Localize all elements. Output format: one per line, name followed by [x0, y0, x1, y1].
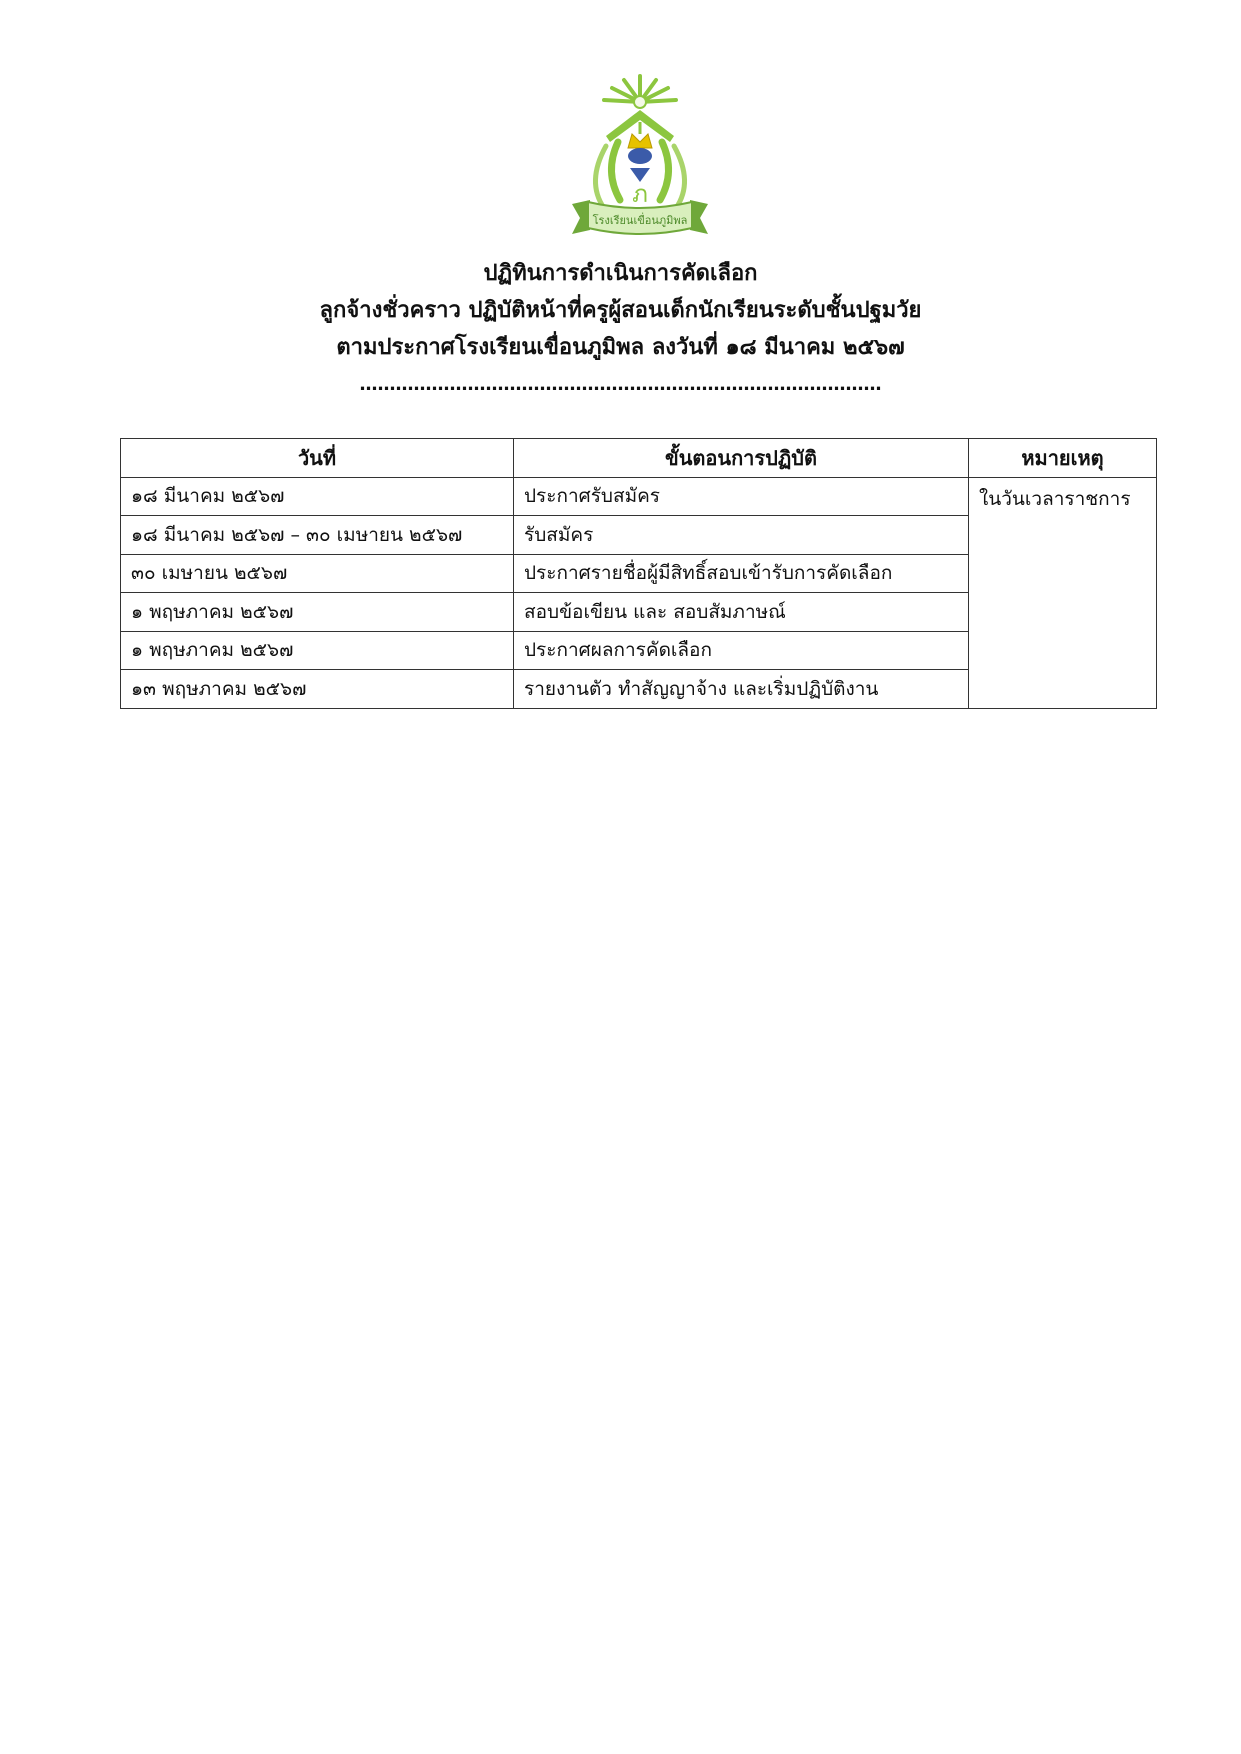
row-note: ในวันเวลาราชการ	[969, 477, 1157, 708]
logo-letter: ภ	[632, 180, 648, 208]
row-date: ๑๘ มีนาคม ๒๕๖๗	[121, 477, 514, 516]
header-date: วันที่	[121, 439, 514, 478]
row-step: ประกาศผลการคัดเลือก	[514, 631, 969, 670]
table-header-row	[121, 439, 1157, 478]
row-step: ประกาศรายชื่อผู้มีสิทธิ์สอบเข้ารับการคัดเลือก	[514, 554, 969, 593]
header-step: ขั้นตอนการปฏิบัติ	[514, 439, 969, 478]
row-date: ๓๐ เมษายน ๒๕๖๗	[121, 554, 514, 593]
header-note: หมายเหตุ	[969, 439, 1157, 478]
school-logo	[560, 72, 720, 240]
schedule-table	[120, 438, 1157, 709]
row-date: ๑ พฤษภาคม ๒๕๖๗	[121, 593, 514, 632]
document-title: ปฏิทินการดำเนินการคัดเลือก	[483, 261, 758, 286]
announcement-reference: ตามประกาศโรงเรียนเขื่อนภูมิพล ลงวันที่ ๑๘ มีนาคม ๒๕๖๗	[336, 335, 905, 360]
row-date: ๑ พฤษภาคม ๒๕๖๗	[121, 631, 514, 670]
document-subtitle: ลูกจ้างชั่วคราว ปฏิบัติหน้าที่ครูผู้สอนเด็กนักเรียนระดับชั้นปฐมวัย	[319, 298, 922, 323]
logo-caption: โรงเรียนเขื่อนภูมิพล	[592, 214, 688, 227]
row-step: ประกาศรับสมัคร	[514, 477, 969, 516]
row-step: รับสมัคร	[514, 516, 969, 555]
table-row	[121, 477, 1157, 516]
row-date: ๑๓ พฤษภาคม ๒๕๖๗	[121, 670, 514, 709]
row-step: รายงานตัว ทำสัญญาจ้าง และเริ่มปฏิบัติงาน	[514, 670, 969, 709]
row-date: ๑๘ มีนาคม ๒๕๖๗ – ๓๐ เมษายน ๒๕๖๗	[121, 516, 514, 555]
row-step: สอบข้อเขียน และ สอบสัมภาษณ์	[514, 593, 969, 632]
dotted-separator: ……………………………………………………………………………	[359, 374, 882, 395]
